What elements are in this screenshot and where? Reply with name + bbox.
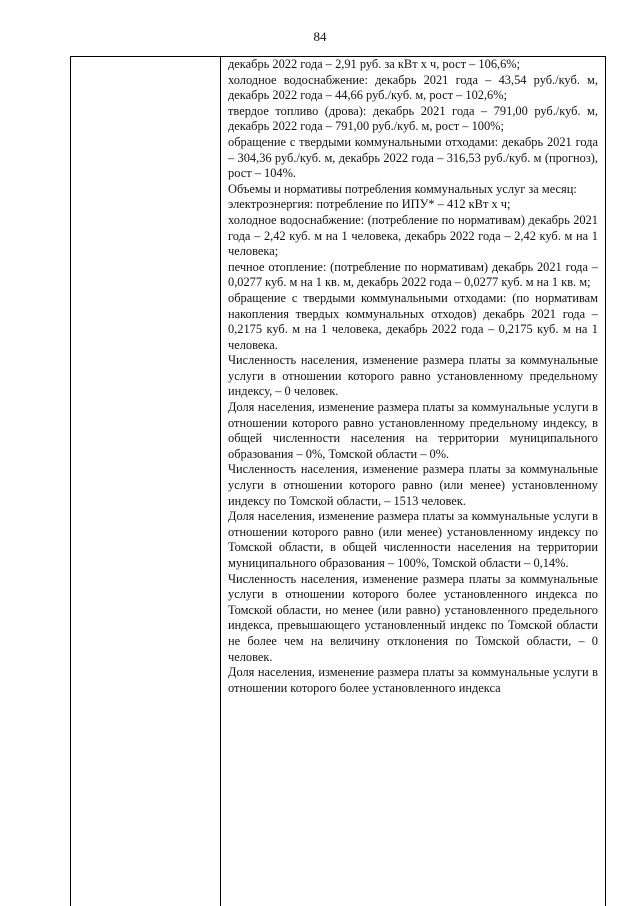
paragraph-share-above-index: Доля населения, изменение размера платы за коммунальные услуги в отношении которого более установленного индекса xyxy=(228,665,598,695)
page-number: 84 xyxy=(313,29,327,44)
paragraph-solid-waste-tariff: обращение с твердыми коммунальными отходами: декабрь 2021 года – 304,36 руб./куб. м, декабрь 2022 года – 316,53 руб./куб. м (прогноз), рост – 104%. xyxy=(228,134,598,181)
paragraph-stove-heating-norm: печное отопление: (потребление по нормативам) декабрь 2021 года – 0,0277 куб. м на 1 кв. м, декабрь 2022 года – 0,0277 куб. м на 1 кв. м; xyxy=(228,259,598,290)
paragraph-population-equal-index: Численность населения, изменение размера платы за коммунальные услуги в отношении которого равно (или менее) установленному индексу по Томской области, – 1513 человек. xyxy=(228,462,598,508)
paragraph-volumes-heading: Объемы и нормативы потребления коммунальных услуг за месяц: xyxy=(228,181,577,196)
document-table xyxy=(70,56,606,906)
paragraph-solid-fuel-tariff: твердое топливо (дрова): декабрь 2021 года – 791,00 руб./куб. м, декабрь 2022 года – 791,00 руб./куб. м, рост – 100%; xyxy=(228,103,598,134)
paragraph-electricity-consumption: электроэнергия: потребление по ИПУ* – 412 кВт х ч; xyxy=(228,197,511,212)
paragraph-population-above-index: Численность населения, изменение размера платы за коммунальные услуги в отношении которого более установленного индекса по Томской области, но менее (или равно) установленного предельного индекса, превышающего установленный индекс по Томской области не более чем на величину отклонения по Томской области, – 0 человек. xyxy=(228,571,598,664)
paragraph-cold-water-norm: холодное водоснабжение: (потребление по нормативам) декабрь 2021 года – 2,42 куб. м на 1 человека, декабрь 2022 года – 2,42 куб. м на 1 человека; xyxy=(228,212,598,259)
paragraph-population-equal-limit: Численность населения, изменение размера платы за коммунальные услуги в отношении которого равно установленному предельному индексу, – 0 человек. xyxy=(228,353,598,399)
table-left-column xyxy=(71,57,221,906)
paragraph-electricity-dec-2022: декабрь 2022 года – 2,91 руб. за кВт х ч, рост – 106,6%; xyxy=(228,57,521,71)
paragraph-share-equal-limit: Доля населения, изменение размера платы за коммунальные услуги в отношении которого равно установленному предельному индексу, в общей численности населения на территории муниципального образования – 0%, Томской области – 0%. xyxy=(228,400,598,461)
paragraph-share-equal-index: Доля населения, изменение размера платы за коммунальные услуги в отношении которого равно (или менее) установленному индексу по Томской области, в общей численности населения на территории муниципального образования – 100%, Томской области – 0,14%. xyxy=(228,509,598,570)
paragraph-solid-waste-norm: обращение с твердыми коммунальными отходами: (по нормативам накопления твердых коммунальных отходов) декабрь 2021 года – 0,2175 куб. м на 1 человека, декабрь 2022 года – 0,2175 куб. м на 1 человека. xyxy=(228,290,598,352)
table-right-column xyxy=(228,57,598,696)
paragraph-cold-water-tariff: холодное водоснабжение: декабрь 2021 года – 43,54 руб./куб. м, декабрь 2022 года – 44,66 руб./куб. м, рост – 102,6%; xyxy=(228,72,598,103)
